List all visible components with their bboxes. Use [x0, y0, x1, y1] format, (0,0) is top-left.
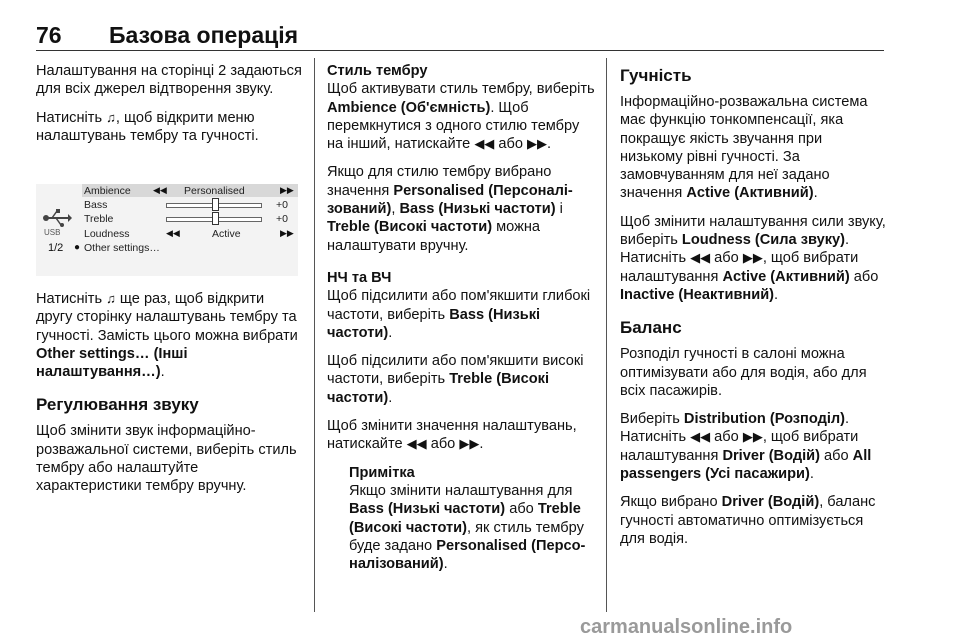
ambience-value: Personalised	[184, 185, 245, 197]
paragraph: Щоб підсилити або пом'якшити високі частоти, виберіть Treble (Високі частоти).	[327, 353, 584, 406]
usb-label: USB	[44, 228, 61, 237]
bass-slider-knob[interactable]	[212, 198, 219, 211]
fast-forward-icon: ▶▶	[459, 436, 480, 452]
other-settings-item[interactable]: Other settings…	[84, 242, 160, 254]
column-3	[620, 62, 886, 558]
column-divider-2	[606, 58, 607, 612]
subsection-heading: НЧ та ВЧ	[327, 269, 392, 286]
note-text: Якщо змінити налаштування для Bass (Низькі частоти) або Treble (Високі частоти), як стиль тембру буде задано Personalised (Персо-налізований).	[349, 482, 586, 573]
fast-forward-icon: ▶▶	[527, 136, 548, 152]
rewind-icon: ◀◀	[474, 136, 495, 152]
paragraph: Щоб підсилити або пом'якшити глибокі частоти, виберіть Bass (Низькі частоти).	[327, 288, 591, 341]
rewind-icon: ◀◀	[690, 250, 711, 266]
music-note-icon: ♫	[106, 291, 116, 306]
rewind-icon[interactable]: ◀◀	[166, 228, 180, 238]
column-1	[36, 62, 302, 155]
page-number: 76	[36, 22, 62, 48]
loudness-label[interactable]: Loudness	[84, 228, 130, 240]
section-heading: Гучність	[620, 66, 692, 85]
paragraph: Натисніть ♫ ще раз, щоб відкрити другу сторінку налаштувань тембру та гучності. Замість цього можна вибрати Other settings… (Інші налаштування…).	[36, 291, 298, 381]
music-note-icon: ♫	[106, 109, 116, 125]
treble-value: +0	[276, 213, 288, 225]
paragraph: Налаштування на сторінці 2 задаються для всіх джерел відтворення звуку.	[36, 63, 302, 98]
section-heading: Баланс	[620, 318, 682, 338]
rewind-icon: ◀◀	[406, 436, 427, 452]
paragraph: Виберіть Distribution (Розподіл). Натисніть ◀◀ або ▶▶, щоб вибрати налаштування Driver (Водій) або All passengers (Усі пасажири).	[620, 411, 872, 483]
bass-value: +0	[276, 199, 288, 211]
page-title: Базова операція	[109, 22, 299, 48]
treble-slider-knob[interactable]	[212, 212, 219, 225]
section-heading: Регулювання звуку	[36, 395, 199, 415]
fast-forward-icon[interactable]: ▶▶	[280, 185, 294, 195]
paragraph: Розподіл гучності в салоні можна оптимізувати або для водія, або для всіх пасажирів.	[620, 346, 867, 399]
loudness-value: Active	[212, 228, 241, 240]
ambience-label[interactable]: Ambience	[84, 185, 131, 197]
paragraph: Щоб змінити налаштування сили звуку, виберіть Loudness (Сила звуку). Натисніть ◀◀ або ▶▶, щоб вибрати налаштування Active (Активний) або Inactive (Неактивний).	[620, 213, 886, 303]
rewind-icon[interactable]: ◀◀	[153, 185, 167, 195]
column-2	[327, 62, 595, 583]
paragraph: Щоб активувати стиль тембру, виберіть Ambience (Об'ємність). Щоб перемкнутися з одного стилю тембру на інший, натискайте ◀◀ або ▶▶.	[327, 81, 595, 153]
paragraph: Інформаційно-розважальна система має функцію тонкомпенсації, яка покращує якість звучання при низькому рівні гучності. За замовчуванням для неї задано значення Active (Активний).	[620, 94, 868, 202]
note-block	[327, 464, 595, 574]
paragraph: Натисніть ♫, щоб відкрити меню налаштувань тембру та гучності.	[36, 109, 259, 144]
bass-label[interactable]: Bass	[84, 199, 108, 211]
page-indicator: 1/2	[48, 242, 64, 254]
fast-forward-icon: ▶▶	[742, 429, 763, 445]
column-divider-1	[314, 58, 315, 612]
header-rule	[36, 50, 884, 51]
audio-settings-screen	[36, 184, 298, 276]
treble-label[interactable]: Treble	[84, 213, 114, 225]
subsection-heading: Стиль тембру	[327, 63, 428, 79]
paragraph: Якщо вибрано Driver (Водій), баланс гучності автоматично оптимізується для водія.	[620, 494, 876, 547]
paragraph: Щоб змінити значення налаштувань, натискайте ◀◀ або ▶▶.	[327, 418, 577, 453]
paragraph: Якщо для стилю тембру вибрано значення Personalised (Персоналі-зований), Bass (Низькі частоти) і Treble (Високі частоти) можна налаштувати вручну.	[327, 164, 573, 254]
column-1-lower	[36, 290, 302, 506]
watermark: carmanualsonline.info	[580, 616, 793, 638]
rewind-icon: ◀◀	[690, 429, 711, 445]
fast-forward-icon[interactable]: ▶▶	[280, 228, 294, 238]
note-title: Примітка	[349, 464, 415, 481]
usb-icon	[42, 208, 72, 228]
paragraph: Щоб змінити звук інформаційно-розважальної системи, виберіть стиль тембру або налаштуйте характеристики тембру вручну.	[36, 423, 297, 495]
fast-forward-icon: ▶▶	[742, 250, 763, 266]
bullet-icon: ●	[74, 242, 81, 253]
